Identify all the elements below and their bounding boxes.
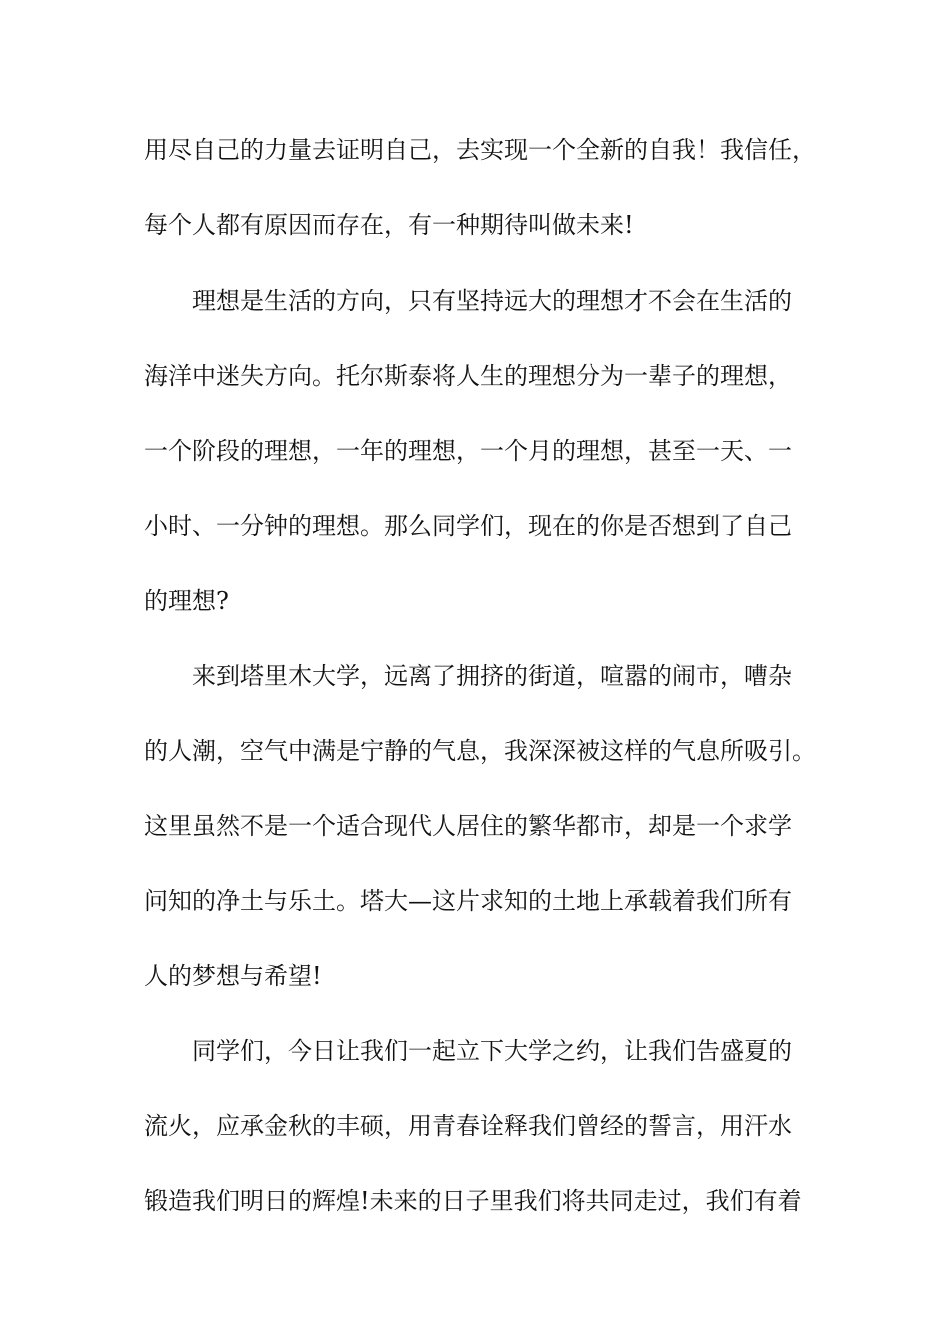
paragraph-start-line: 理想是生活的方向，只有坚持远大的理想才不会在生活的 [192,287,792,315]
text-line: 流火，应承金秋的丰硕，用青春诠释我们曾经的誓言，用汗水 [144,1112,792,1140]
text-line: 每个人都有原因而存在，有一种期待叫做未来! [144,211,634,239]
text-line: 用尽自己的力量去证明自己，去实现一个全新的自我！我信任， [144,136,816,164]
text-line: 海洋中迷失方向。托尔斯泰将人生的理想分为一辈子的理想， [144,362,792,390]
text-line: 小时、一分钟的理想。那么同学们，现在的你是否想到了自己 [144,512,792,540]
text-line: 一个阶段的理想，一年的理想，一个月的理想，甚至一天、一 [144,437,792,465]
text-line: 问知的净土与乐土。塔大—这片求知的土地上承载着我们所有 [144,887,792,915]
text-line: 这里虽然不是一个适合现代人居住的繁华都市，却是一个求学 [144,812,792,840]
paragraph-start-line: 同学们，今日让我们一起立下大学之约，让我们告盛夏的 [192,1037,792,1065]
text-line: 的人潮，空气中满是宁静的气息，我深深被这样的气息所吸引。 [144,737,816,765]
paragraph-start-line: 来到塔里木大学，远离了拥挤的街道，喧嚣的闹市，嘈杂 [192,662,792,690]
text-line: 的理想? [144,587,229,615]
text-line: 锻造我们明日的辉煌!未来的日子里我们将共同走过，我们有着 [144,1187,802,1215]
text-line: 人的梦想与希望! [144,962,322,990]
